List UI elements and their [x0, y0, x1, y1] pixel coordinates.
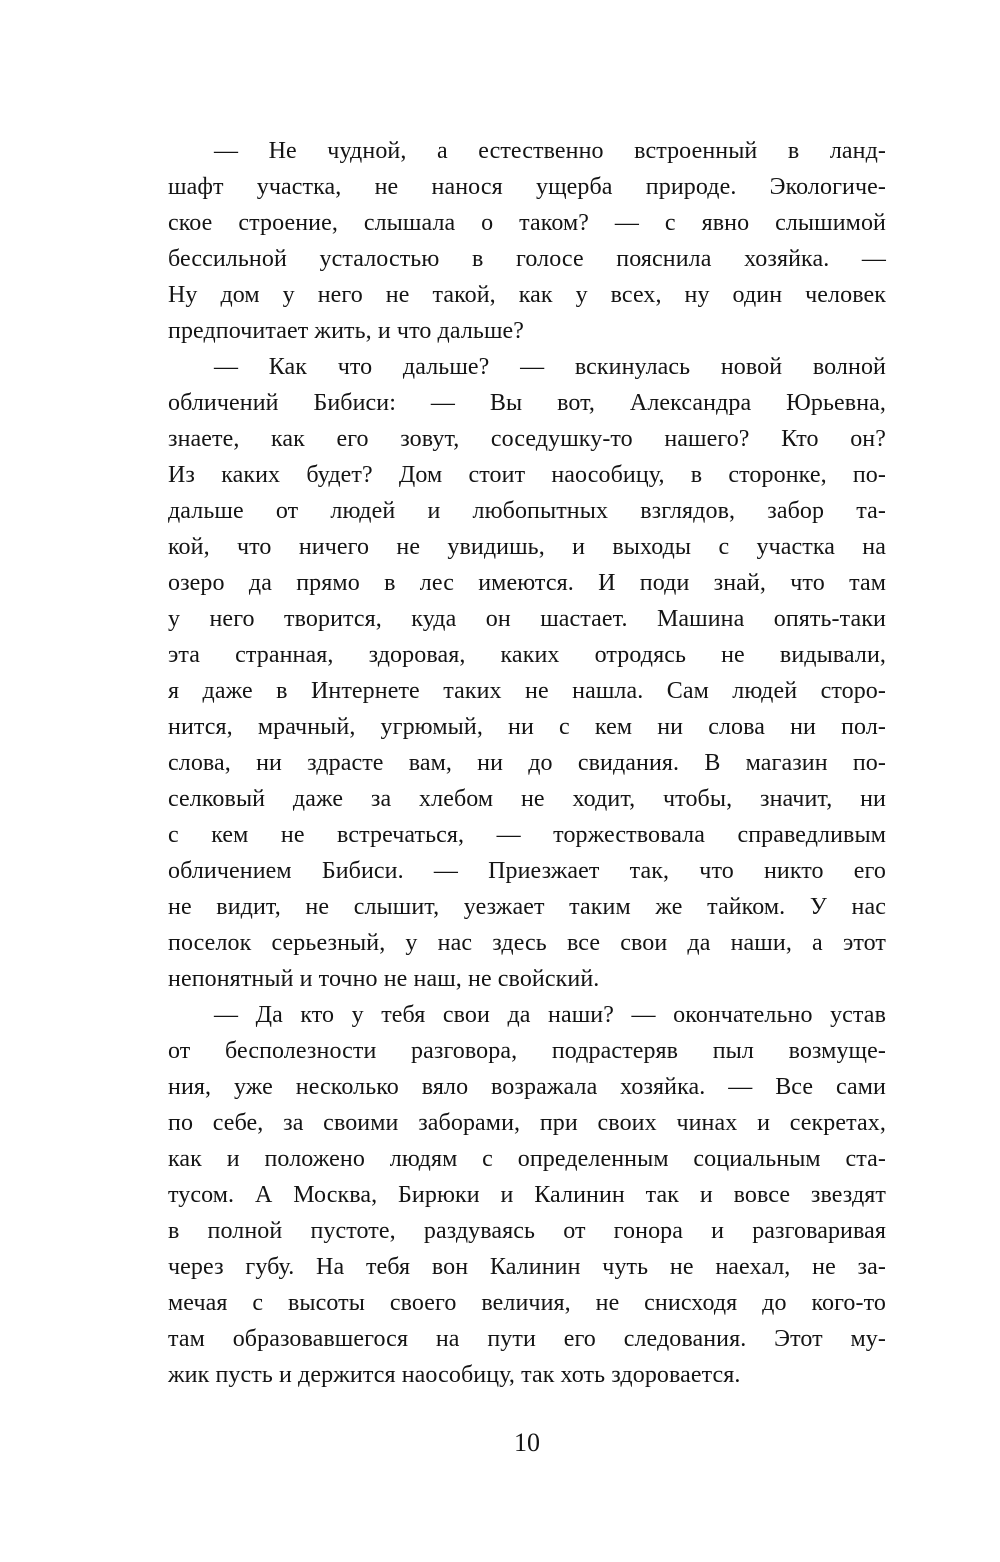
- text-line: предпочитает жить, и что дальше?: [168, 318, 525, 344]
- text-line: селковый даже за хлебом не ходит, чтобы, значит, ни: [168, 786, 886, 812]
- text-line: ния, уже несколько вяло возражала хозяйка. — Все сами: [168, 1074, 886, 1100]
- paragraph: [168, 133, 886, 349]
- text-line: кой, что ничего не увидишь, и выходы с участка на: [168, 534, 886, 560]
- text-line: слова, ни здрасте вам, ни до свидания. В магазин по-: [168, 750, 886, 776]
- text-line: Ну дом у него не такой, как у всех, ну один человек: [168, 282, 886, 308]
- text-line: обличений Бибиси: — Вы вот, Александра Юрьевна,: [168, 390, 886, 416]
- text-line: — Как что дальше? — вскинулась новой волной: [214, 354, 886, 380]
- text-line: — Не чудной, а естественно встроенный в ланд-: [214, 138, 886, 164]
- text-line: тусом. А Москва, Бирюки и Калинин так и вовсе звездят: [168, 1182, 886, 1208]
- text-line: через губу. На тебя вон Калинин чуть не наехал, не за-: [168, 1254, 886, 1280]
- text-line: я даже в Интернете таких не нашла. Сам людей сторо-: [168, 678, 886, 704]
- text-line: ское строение, слышала о таком? — с явно слышимой: [168, 210, 886, 236]
- text-line: по себе, за своими заборами, при своих чинах и секретах,: [168, 1110, 886, 1136]
- page-number: 10: [514, 1428, 540, 1457]
- paragraph: [168, 997, 886, 1393]
- text-line: обличением Бибиси. — Приезжает так, что никто его: [168, 858, 886, 884]
- text-line: эта странная, здоровая, каких отродясь не видывали,: [168, 642, 886, 668]
- text-line: мечая с высоты своего величия, не снисходя до кого-то: [168, 1290, 886, 1316]
- text-line: озеро да прямо в лес имеются. И поди знай, что там: [168, 570, 886, 596]
- text-line: шафт участка, не нанося ущерба природе. Экологиче-: [168, 174, 886, 200]
- text-line: не видит, не слышит, уезжает таким же тайком. У нас: [168, 894, 886, 920]
- text-line: у него творится, куда он шастает. Машина опять-таки: [168, 606, 886, 632]
- text-line: — Да кто у тебя свои да наши? — окончательно устав: [214, 1002, 886, 1028]
- text-line: непонятный и точно не наш, не свойский.: [168, 966, 600, 992]
- text-line: бессильной усталостью в голосе пояснила хозяйка. —: [168, 246, 886, 272]
- text-line: нится, мрачный, угрюмый, ни с кем ни слова ни пол-: [168, 714, 886, 740]
- page-text: [168, 133, 886, 1393]
- text-line: с кем не встречаться, — торжествовала справедливым: [168, 822, 886, 848]
- text-line: Из каких будет? Дом стоит наособицу, в сторонке, по-: [168, 462, 886, 488]
- text-line: в полной пустоте, раздуваясь от гонора и разговаривая: [168, 1218, 886, 1244]
- paragraph: [168, 349, 886, 997]
- text-line: поселок серьезный, у нас здесь все свои да наши, а этот: [168, 930, 886, 956]
- text-line: знаете, как его зовут, соседушку-то нашего? Кто он?: [168, 426, 886, 452]
- text-line: от бесполезности разговора, подрастеряв пыл возмуще-: [168, 1038, 886, 1064]
- text-line: там образовавшегося на пути его следования. Этот му-: [168, 1326, 886, 1352]
- text-line: как и положено людям с определенным социальным ста-: [168, 1146, 886, 1172]
- text-line: дальше от людей и любопытных взглядов, забор та-: [168, 498, 886, 524]
- text-line: жик пусть и держится наособицу, так хоть здоровается.: [168, 1362, 741, 1388]
